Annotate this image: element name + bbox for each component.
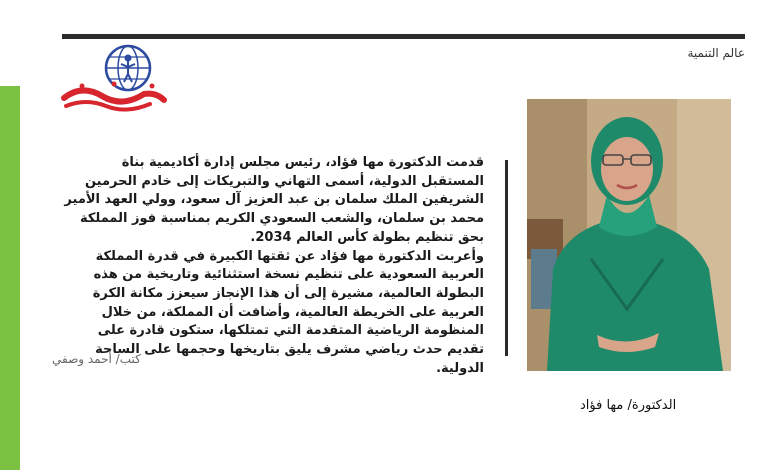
article-paragraph: قدمت الدكتورة مها فؤاد، رئيس مجلس إدارة أكاديمية بناة المستقبل الدولية، أسمى التهاني والتبريكات إلى خادم الحرمين الشريفين الملك سلمان بن عبد العزيز آل سعود، وولي العهد الأمير محمد بن سلمان، والشعب السعودي الكريم بمناسبة فوز المملكة بحق تنظيم بطولة كأس العالم 2034. <box>64 155 484 245</box>
site-logo <box>52 40 174 118</box>
site-name: عالم التنمية <box>687 46 745 60</box>
vertical-divider <box>505 160 508 356</box>
globe-logo-icon <box>52 40 174 118</box>
portrait-illustration <box>527 99 731 371</box>
accent-side-bar <box>0 86 20 470</box>
article-paragraph: وأعربت الدكتورة مها فؤاد عن ثقتها الكبيرة في قدرة المملكة العربية السعودية على تنظيم نسخة استثنائية وتاريخية من هذه البطولة العالمية، مشيرة إلى أن هذا الإنجاز سيعزز مكانة الكرة العربية على الخريطة العالمية، وأضافت أن المملكة، من خلال المنظومة الرياضية المتقدمة التي تمتلكها، ستكون قادرة على تقديم حدث رياضي مشرف يليق بتاريخها وحجمها على الساحة الدولية. <box>92 248 484 376</box>
article-body <box>62 154 484 378</box>
photo-caption: الدكتورة/ مها فؤاد <box>580 398 677 413</box>
author-byline: كتب/ أحمد وصفي <box>52 352 141 366</box>
top-rule <box>62 34 745 39</box>
portrait-photo <box>527 99 731 371</box>
